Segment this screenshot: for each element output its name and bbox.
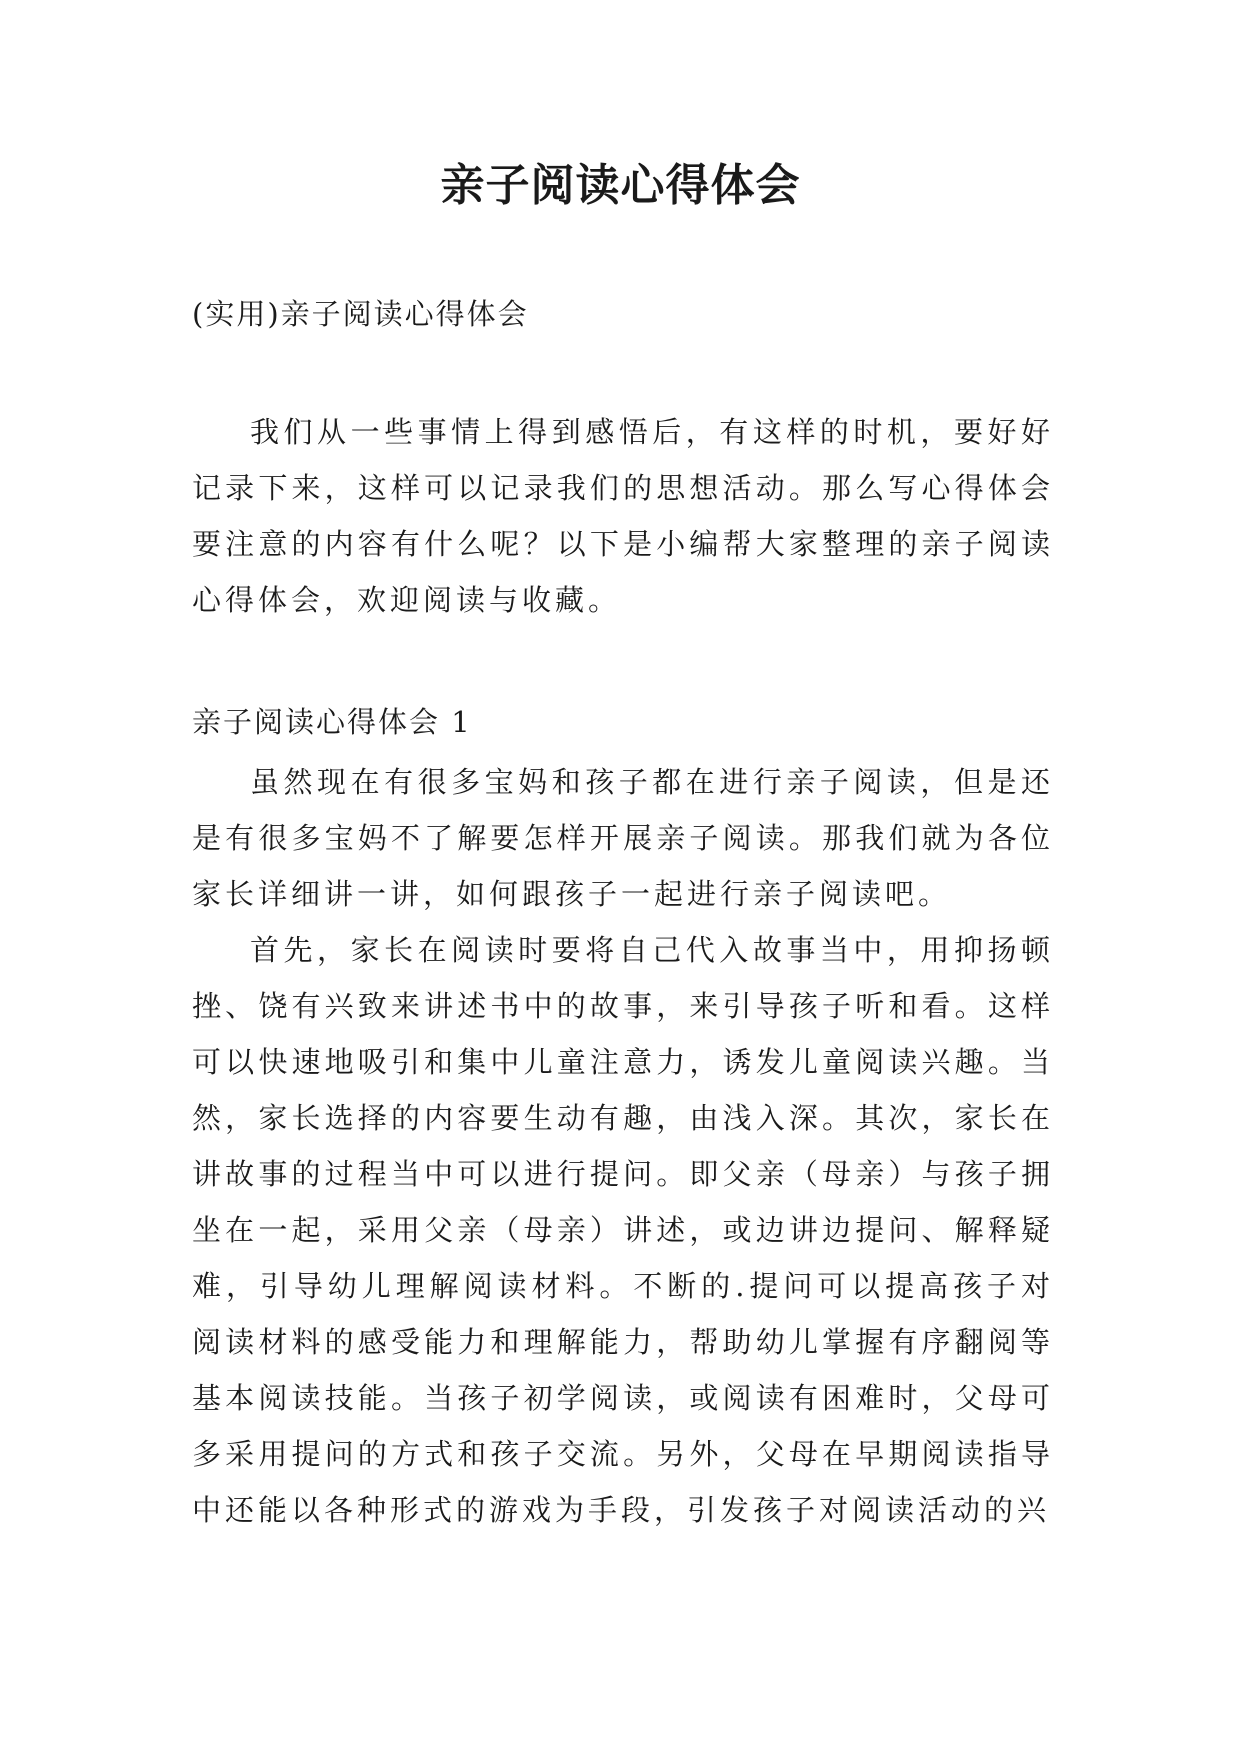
section-paragraph: 首先，家长在阅读时要将自己代入故事当中，用抑扬顿挫、饶有兴致来讲述书中的故事，来引导孩子听和看。这样可以快速地吸引和集中儿童注意力，诱发儿童阅读兴趣。当然，家长选择的内容要生动有趣，由浅入深。其次，家长在讲故事的过程当中可以进行提问。即父亲（母亲）与孩子拥坐在一起，采用父亲（母亲）讲述，或边讲边提问、解释疑难，引导幼儿理解阅读材料。不断的.提问可以提高孩子对阅读材料的感受能力和理解能力，帮助幼儿掌握有序翻阅等基本阅读技能。当孩子初学阅读，或阅读有困难时，父母可多采用提问的方式和孩子交流。另外，父母在早期阅读指导中还能以各种形式的游戏为手段，引发孩子对阅读活动的兴 [192,933,1054,1527]
section-heading: 亲子阅读心得体会 1 [192,705,472,739]
document-subtitle: (实用)亲子阅读心得体会 [192,297,529,331]
section-body [192,754,1054,1538]
document-title: 亲子阅读心得体会 [440,160,801,211]
section-paragraph: 虽然现在有很多宝妈和孩子都在进行亲子阅读，但是还是有很多宝妈不了解要怎样开展亲子阅读。那我们就为各位家长详细讲一讲，如何跟孩子一起进行亲子阅读吧。 [192,765,1054,911]
intro-section [192,404,1054,628]
intro-paragraph: 我们从一些事情上得到感悟后，有这样的时机，要好好记录下来，这样可以记录我们的思想活动。那么写心得体会要注意的内容有什么呢？以下是小编帮大家整理的亲子阅读心得体会，欢迎阅读与收藏。 [192,415,1054,617]
